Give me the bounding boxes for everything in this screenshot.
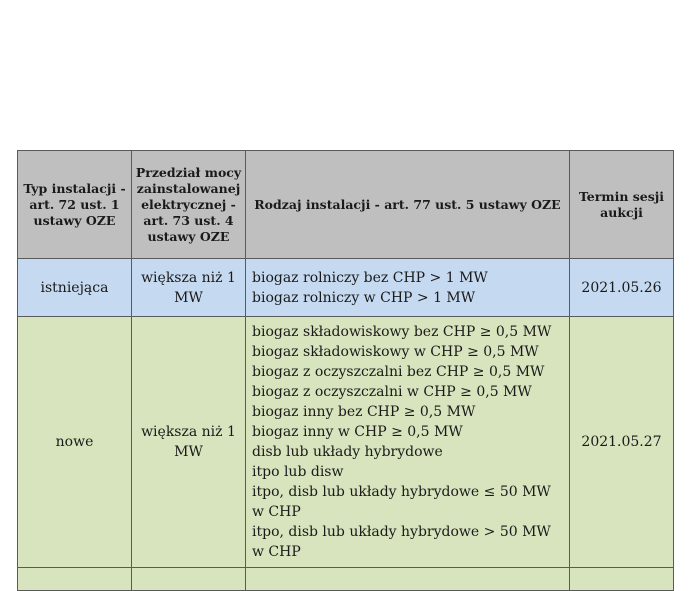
header-auction-date: Termin sesji aukcji [570,151,674,259]
list-item: biogaz inny w CHP ≥ 0,5 MW [252,424,463,440]
header-installation-kind: Rodzaj instalacji - art. 77 ust. 5 ustawy OZE [246,151,570,259]
auction-schedule-table [17,150,674,591]
list-item: itpo lub disw [252,464,344,480]
cell-power-range: większa niż 1 MW [132,317,246,568]
header-power-range: Przedział mocy zainstalowanej elektrycznej - art. 73 ust. 4 ustawy OZE [132,151,246,259]
cell-empty [570,568,674,591]
list-item: disb lub układy hybrydowe [252,444,443,460]
table-header-row [18,151,674,259]
table-row [18,317,674,568]
cell-installation-type: nowe [18,317,132,568]
list-item: biogaz składowiskowy w CHP ≥ 0,5 MW [252,344,539,360]
table-row [18,259,674,317]
list-item: itpo, disb lub układy hybrydowe ≤ 50 MW w CHP [252,484,551,520]
list-item: biogaz składowiskowy bez CHP ≥ 0,5 MW [252,324,552,340]
auction-table-container [17,150,673,591]
cell-empty [18,568,132,591]
cell-installation-type: istniejąca [18,259,132,317]
list-item: biogaz z oczyszczalni w CHP ≥ 0,5 MW [252,384,532,400]
cell-auction-date: 2021.05.27 [570,317,674,568]
cell-installation-kinds [246,317,570,568]
table-row-partial [18,568,674,591]
list-item: biogaz z oczyszczalni bez CHP ≥ 0,5 MW [252,364,545,380]
list-item: biogaz inny bez CHP ≥ 0,5 MW [252,404,476,420]
list-item: itpo, disb lub układy hybrydowe > 50 MW w CHP [252,524,551,560]
cell-empty [246,568,570,591]
cell-power-range: większa niż 1 MW [132,259,246,317]
header-installation-type: Typ instalacji - art. 72 ust. 1 ustawy OZE [18,151,132,259]
cell-installation-kinds [246,259,570,317]
cell-auction-date: 2021.05.26 [570,259,674,317]
list-item: biogaz rolniczy bez CHP > 1 MW [252,269,488,286]
list-item: biogaz rolniczy w CHP > 1 MW [252,289,476,306]
cell-empty [132,568,246,591]
